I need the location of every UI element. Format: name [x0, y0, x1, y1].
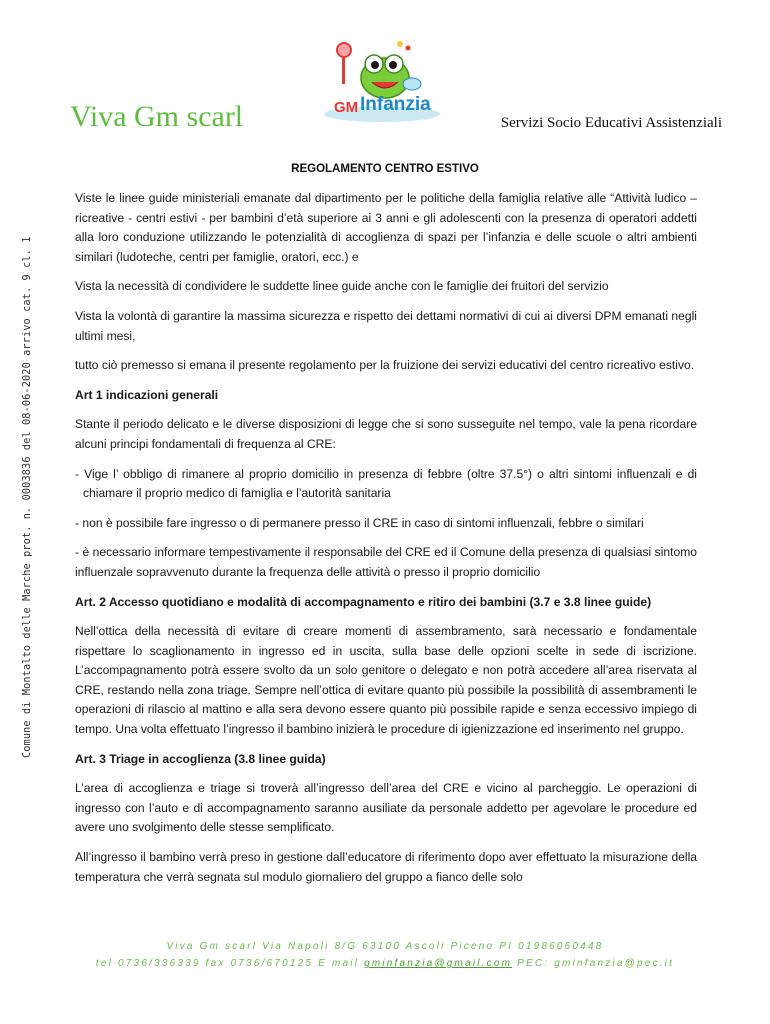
paragraph: Stante il periodo delicato e le diverse disposizioni di legge che si sono susseguite nel tempo, vale la pena ricordare alcuni principi fondamentali di frequenza al CRE: — [75, 417, 697, 451]
document-title: REGOLAMENTO CENTRO ESTIVO — [291, 163, 479, 175]
article-heading: Art. 2 Accesso quotidiano e modalità di accompagnamento e ritiro dei bambini (3.7 e 3.8 linee guide) — [75, 594, 652, 609]
bullet-item: - Vige l’ obbligo di rimanere al proprio domicilio in presenza di febbre (oltre 37.5°) o altri sintomi influenzali e di chiamare il proprio medico di famiglia e l’autorità sanitaria — [75, 466, 697, 501]
footer-pec: PEC: gminfanzia@pec.it — [512, 958, 675, 969]
paragraph: tutto ciò premesso si emana il presente regolamento per la fruizione dei servizi educativi del centro ricreativo estivo. — [75, 358, 695, 373]
paragraph: Vista la necessità di condividere le suddette linee guide anche con le famiglie dei fruitori del servizio — [75, 279, 609, 294]
gm-infanzia-logo — [318, 34, 448, 126]
article-heading: Art. 3 Triage in accoglienza (3.8 linee guida) — [75, 751, 326, 766]
logo-text-gm: GM — [334, 99, 359, 116]
organization-name: Viva Gm scarl — [70, 100, 244, 133]
paragraph: Viste le linee guide ministeriali emanate dal dipartimento per le politiche della famiglia relative alle “Attività ludico – ricreative - centri estivi - per bambini d’età superiore ai 3 anni e gli adolescenti con la presenza di operatori addetti alla loro conduzione utilizzando le potenzialità di accoglienza di spazi per l’infanzia e delle scuole o altri ambienti similari (ludoteche, centri per famiglie, oratori, ecc.) e — [75, 191, 697, 264]
footer-contacts — [0, 955, 770, 972]
paragraph: All’ingresso il bambino verrà preso in gestione dall’educatore di riferimento dopo aver effettuato la misurazione della temperatura che verrà segnata sul modulo giornaliero del gruppo a fianco delle solo — [75, 850, 697, 884]
services-subtitle: Servizi Socio Educativi Assistenziali — [500, 115, 722, 131]
article-heading: Art 1 indicazioni generali — [75, 387, 219, 402]
paragraph: Vista la volontà di garantire la massima sicurezza e rispetto dei dettami normativi di cui ai diversi DPM emanati negli ultimi mesi, — [75, 308, 697, 343]
footer-address: Viva Gm scarl Via Napoli 8/G 63100 Ascoli Piceno PI 01986060448 — [166, 941, 604, 952]
bullet-item: - è necessario informare tempestivamente il responsabile del CRE ed il Comune della presenza di qualsiasi sintomo influenzale sopravvenuto durante la frequenza delle attività o presso il proprio domicilio — [75, 545, 697, 579]
footer-phone-fax: tel 0736/336339 fax 0736/670125 E mail — [95, 958, 365, 969]
email-link[interactable]: gminfanzia@gmail.com — [364, 958, 513, 969]
paragraph: Nell’ottica della necessità di evitare di creare momenti di assembramento, sarà necessario e fondamentale rispettare lo scaglionamento in ingresso ed in uscita, sulla base delle opzioni scelte in sede di iscrizione. L’accompagnamento potrà essere svolto da un solo genitore o delegato e non potrà accedere all’area riservata al CRE, restando nella zona triage. Sempre nell’ottica di evitare quanto più possibile la possibilità di assembramenti le operazioni di rilascio al mattino e alla sera devono essere quanto più possibile rapide e senza eccessivo impiego di tempo. Una volta effettuato l’ingresso il bambino inizierà le procedure di igienizzazione ed inserimento nel gruppo. — [75, 624, 697, 737]
bullet-item: - non è possibile fare ingresso o di permanere presso il CRE in caso di sintomi influenzali, febbre o similari — [75, 515, 644, 530]
protocol-stamp: Comune di Montalto delle Marche prot. n. 0003836 del 08-06-2020 arrivo cat. 9 cl. 1 — [22, 236, 33, 758]
footer — [0, 938, 770, 972]
paragraph: L’area di accoglienza e triage si troverà all’ingresso dell’area del CRE e vicino al parcheggio. Le operazioni di ingresso con l’auto e di accompagnamento saranno ausiliate da personale addetto per agevolare le procedure ed avere uno svolgimento delle stesse semplificato. — [75, 781, 697, 835]
logo-text-infanzia: Infanzia — [360, 94, 431, 115]
document-body — [75, 189, 697, 897]
